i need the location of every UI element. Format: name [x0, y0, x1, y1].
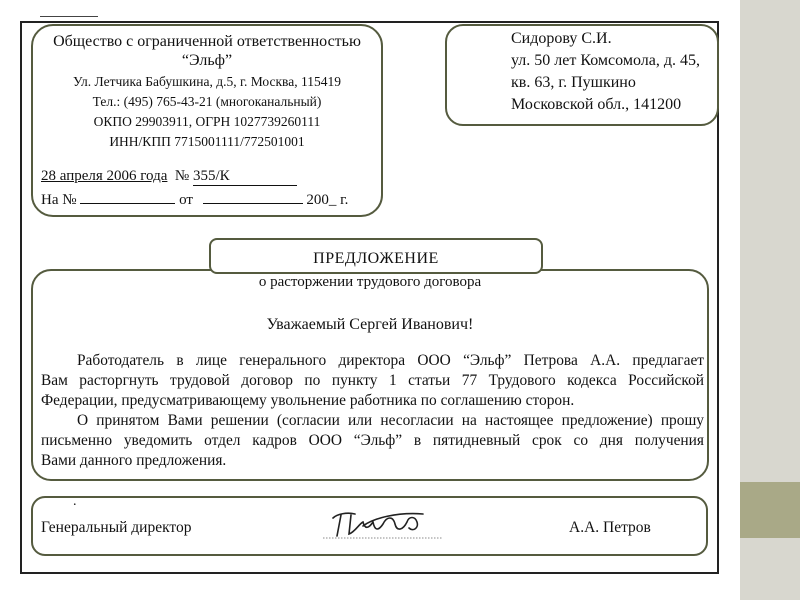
org-phone: Тел.: (495) 765-43-21 (многоканальный): [92, 94, 322, 109]
document-number-field: [193, 168, 297, 186]
document-title-box: [209, 238, 543, 274]
sender-requisites-box: [31, 24, 383, 217]
document-date: 28 апреля 2006 года: [41, 168, 168, 184]
ref-number-blank: [80, 189, 175, 204]
org-inn-kpp: ИНН/КПП 7715001111/772501001: [109, 134, 305, 149]
org-name-short: “Эльф”: [181, 52, 233, 69]
addressee-box: [445, 24, 719, 126]
handwritten-signature: [303, 506, 453, 546]
document-sheet: [20, 21, 719, 574]
addressee-line: Московской обл., 141200: [511, 96, 682, 113]
salutation: Уважаемый Сергей Иванович!: [266, 316, 474, 333]
org-name-line: Общество с ограниченной ответственностью: [53, 33, 361, 50]
document-number: 355/К: [192, 168, 230, 184]
signature-stroke: [333, 513, 423, 536]
signature-box: [31, 496, 708, 556]
paragraph-2: [41, 411, 704, 471]
addressee-lines: [511, 28, 700, 116]
signature-dot: .: [73, 494, 77, 509]
addressee-line: кв. 63, г. Пушкино: [511, 74, 636, 91]
paragraph-line: Вам расторгнуть трудовой договор по пункту 1 статьи 77 Трудового кодекса Российской: [41, 372, 704, 389]
paragraph-line: Работодатель в лице генерального директора ООО “Эльф” Петрова А.А. предлагает: [77, 352, 704, 369]
org-okpo-ogrn: ОКПО 29903911, ОГРН 1027739260111: [93, 114, 321, 129]
document-title: ПРЕДЛОЖЕНИЕ: [313, 250, 439, 267]
ref-label: На №: [41, 192, 77, 208]
ref-date-blank: [203, 189, 303, 204]
ref-year: 200_ г.: [306, 192, 349, 208]
number-label: №: [174, 168, 190, 184]
org-details: [33, 72, 381, 152]
document-body-box: [31, 269, 709, 481]
paragraph-line: письменно уведомить отдел кадров ООО “Эльф” в пятидневный срок со дня получения: [41, 432, 704, 449]
addressee-line: Сидорову С.И.: [511, 30, 612, 47]
reference-line: [41, 189, 348, 210]
org-address: Ул. Летчика Бабушкина, д.5, г. Москва, 115419: [73, 74, 341, 89]
document-subtitle: о расторжении трудового договора: [258, 274, 482, 290]
addressee-line: ул. 50 лет Комсомола, д. 45,: [511, 52, 700, 69]
signer-position: Генеральный директор: [41, 519, 192, 536]
paragraph-line: О принятом Вами решении (согласии или несогласии на настоящее предложение) прошу: [77, 412, 704, 429]
org-name: [33, 32, 381, 70]
paragraph-line: Федерации, предусматривающему увольнение работника по соглашению сторон.: [41, 392, 575, 409]
paragraph-1: [41, 351, 704, 411]
ref-from: от: [179, 192, 193, 208]
signer-name: А.А. Петров: [569, 519, 651, 536]
top-rule: [40, 16, 98, 17]
side-accent-block: [740, 482, 800, 538]
paragraph-line: Вами данного предложения.: [41, 452, 227, 469]
document-date-number: [41, 167, 297, 186]
